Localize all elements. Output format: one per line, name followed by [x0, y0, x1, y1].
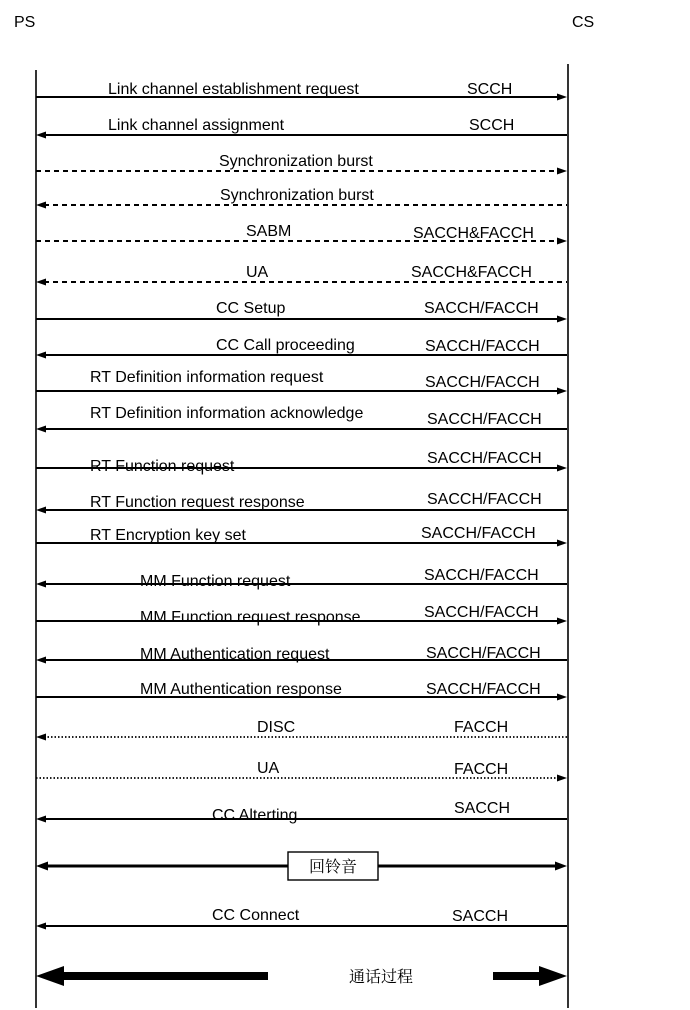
message-label-10: RT Function request	[90, 458, 235, 475]
channel-label-19: SACCH	[454, 800, 511, 817]
arrowhead-8	[557, 388, 567, 395]
channel-label-17: FACCH	[454, 719, 509, 736]
arrowhead-22	[539, 966, 567, 986]
arrowhead-21	[36, 923, 46, 930]
message-label-2: Synchronization burst	[219, 153, 373, 170]
message-label-0: Link channel establishment request	[108, 81, 359, 98]
channel-label-6: SACCH/FACCH	[424, 300, 539, 317]
arrowhead-1	[36, 132, 46, 139]
message-label-11: RT Function request response	[90, 494, 305, 511]
channel-label-11: SACCH/FACCH	[427, 491, 542, 508]
arrowhead-14	[557, 618, 567, 625]
ringback-label: 回铃音	[308, 859, 358, 876]
arrowhead-17	[36, 734, 46, 741]
channel-label-10: SACCH/FACCH	[427, 450, 542, 467]
arrowhead-20	[36, 862, 48, 871]
arrowhead-2	[557, 168, 567, 175]
call-progress-label: 通话过程	[348, 969, 414, 986]
channel-label-0: SCCH	[467, 81, 513, 98]
message-label-16: MM Authentication response	[140, 681, 342, 698]
arrowhead-11	[36, 507, 46, 514]
arrowhead-16	[557, 694, 567, 701]
channel-label-5: SACCH&FACCH	[411, 264, 532, 281]
channel-label-13: SACCH/FACCH	[424, 567, 539, 584]
cs-entity-label: CS	[572, 14, 595, 31]
message-label-21: CC Connect	[212, 907, 300, 924]
channel-label-7: SACCH/FACCH	[425, 338, 540, 355]
channel-label-9: SACCH/FACCH	[427, 411, 542, 428]
message-label-14: MM Function request response	[140, 609, 361, 626]
message-label-17: DISC	[257, 719, 296, 736]
arrowhead-13	[36, 581, 46, 588]
channel-label-12: SACCH/FACCH	[421, 525, 536, 542]
message-label-6: CC Setup	[216, 300, 286, 317]
ps-entity-label: PS	[14, 14, 36, 31]
channel-label-1: SCCH	[469, 117, 515, 134]
channel-label-18: FACCH	[454, 761, 509, 778]
message-label-8: RT Definition information request	[90, 369, 324, 386]
arrowhead-9	[36, 426, 46, 433]
message-label-13: MM Function request	[140, 573, 291, 590]
arrowhead-7	[36, 352, 46, 359]
arrowhead-4	[557, 238, 567, 245]
arrowhead-18	[557, 775, 567, 782]
message-label-7: CC Call proceeding	[216, 337, 355, 354]
message-label-1: Link channel assignment	[108, 117, 285, 134]
arrowhead-5	[36, 279, 46, 286]
arrowhead-3	[36, 202, 46, 209]
channel-label-15: SACCH/FACCH	[426, 645, 541, 662]
channel-label-21: SACCH	[452, 908, 509, 925]
channel-label-16: SACCH/FACCH	[426, 681, 541, 698]
arrowhead-12	[557, 540, 567, 547]
message-label-9: RT Definition information acknowledge	[90, 405, 364, 422]
message-label-5: UA	[246, 264, 269, 281]
message-label-4: SABM	[246, 223, 292, 240]
arrowhead-10	[557, 465, 567, 472]
arrowhead-15	[36, 657, 46, 664]
arrowhead-20	[555, 862, 567, 871]
message-label-19: CC Alterting	[212, 807, 298, 824]
channel-label-8: SACCH/FACCH	[425, 374, 540, 391]
message-label-3: Synchronization burst	[220, 187, 374, 204]
arrowhead-6	[557, 316, 567, 323]
message-label-12: RT Encryption key set	[90, 527, 246, 544]
channel-label-4: SACCH&FACCH	[413, 225, 534, 242]
arrowhead-22	[36, 966, 64, 986]
arrowhead-19	[36, 816, 46, 823]
message-label-15: MM Authentication request	[140, 646, 330, 663]
arrowhead-0	[557, 94, 567, 101]
message-label-18: UA	[257, 760, 280, 777]
channel-label-14: SACCH/FACCH	[424, 604, 539, 621]
